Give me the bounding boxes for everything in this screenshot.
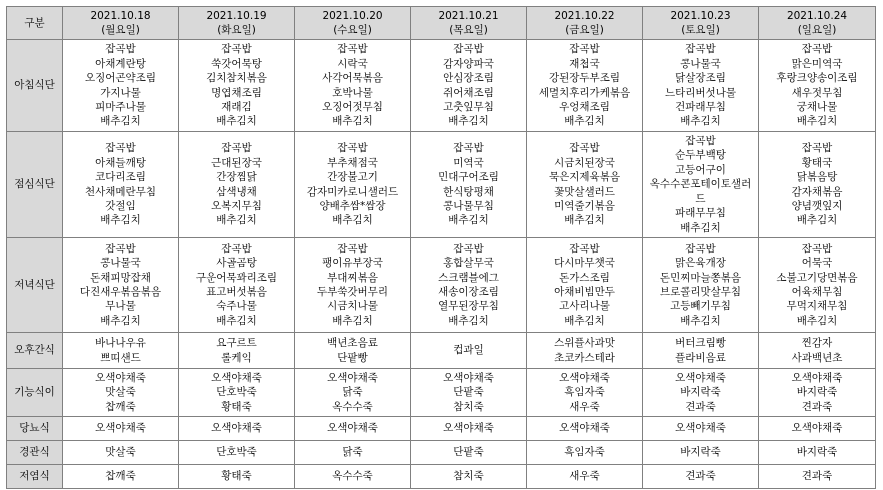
menu-item: 시락국 — [337, 57, 368, 70]
functional-diet-row — [7, 369, 876, 417]
menu-item: 고춧잎무침 — [443, 100, 494, 113]
menu-item: 배추김치 — [100, 115, 141, 128]
menu-item: 단팥죽 — [453, 446, 484, 459]
menu-item: 단팥빵 — [337, 351, 368, 364]
menu-item: 명엽채조림 — [211, 86, 262, 99]
menu-item: 참치죽 — [453, 400, 484, 413]
menu-item: 새우죽 — [569, 400, 600, 413]
menu-item: 배추김치 — [680, 221, 721, 234]
day-header-sun: 2021.10.24 (일요일) — [759, 7, 876, 40]
menu-item: 두부쑥갓버무리 — [316, 286, 388, 298]
menu-item: 버터크림빵 — [675, 337, 726, 350]
menu-item: 콩나물국 — [680, 57, 721, 70]
menu-cell-fri — [527, 369, 643, 417]
menu-item: 잡곡밥 — [105, 142, 136, 155]
diabetic-diet-row — [7, 417, 876, 441]
menu-item: 재첩국 — [569, 57, 600, 70]
menu-cell-tue — [179, 465, 295, 489]
menu-item: 잡곡밥 — [337, 142, 368, 155]
menu-item: 배추김치 — [216, 314, 257, 327]
menu-item: 김치참치볶음 — [206, 72, 267, 85]
menu-cell-thu — [411, 238, 527, 333]
menu-item: 황태국 — [801, 156, 833, 169]
menu-item: 숙주나물 — [216, 300, 257, 313]
menu-item: 강된장두부조림 — [548, 72, 620, 85]
menu-item: 옥수수죽 — [332, 470, 373, 483]
menu-item: 미역국 — [453, 156, 484, 169]
menu-item: 우엉채조림 — [559, 100, 610, 113]
menu-item: 플라비음료 — [675, 351, 726, 364]
menu-cell-wed — [295, 238, 411, 333]
menu-item: 찹깨죽 — [105, 470, 136, 483]
menu-item: 아채들깨탕 — [95, 156, 146, 169]
menu-item: 배추김치 — [564, 115, 605, 128]
menu-item: 부대찌볶음 — [327, 271, 378, 284]
menu-item: 호박나물 — [332, 86, 373, 99]
menu-cell-sat — [643, 441, 759, 465]
menu-cell-thu — [411, 441, 527, 465]
menu-item: 시금치된장국 — [554, 156, 615, 169]
menu-item: 새우죽 — [569, 470, 600, 483]
menu-item: 맛살죽 — [105, 446, 136, 459]
menu-item: 잡곡밥 — [569, 142, 600, 155]
menu-cell-mon — [63, 417, 179, 441]
row-label: 오후간식 — [7, 333, 63, 369]
menu-item: 돈채피망잡채 — [90, 271, 151, 284]
menu-item: 오색야채죽 — [211, 371, 262, 384]
menu-item: 감자양파국 — [443, 57, 494, 70]
corner-header: 구분 — [7, 7, 63, 40]
menu-item: 콩나물국 — [100, 257, 141, 270]
menu-item: 닭살장조림 — [675, 72, 726, 85]
menu-item: 구운어묵꽈리조림 — [195, 271, 278, 284]
menu-item: 배추김치 — [216, 214, 257, 227]
menu-cell-sun — [759, 441, 876, 465]
menu-item: 사과백년초 — [791, 351, 843, 364]
menu-item: 갓절임 — [105, 199, 136, 212]
row-label: 아침식단 — [7, 40, 63, 132]
menu-cell-fri — [527, 417, 643, 441]
menu-cell-wed — [295, 132, 411, 238]
menu-item: 근대된장국 — [211, 156, 262, 169]
menu-cell-fri — [527, 465, 643, 489]
row-label: 저염식 — [7, 465, 63, 489]
menu-item: 바지락죽 — [680, 446, 721, 459]
menu-item: 오색야채죽 — [559, 371, 610, 384]
menu-cell-thu — [411, 465, 527, 489]
menu-cell-sat — [643, 238, 759, 333]
menu-item: 잡곡밥 — [685, 43, 716, 56]
menu-item: 세멸치후리가케볶음 — [538, 86, 631, 99]
menu-item: 묵은지제육볶음 — [548, 171, 620, 184]
menu-item: 돈민찌마늘쫑볶음 — [659, 271, 742, 284]
menu-item: 민대구어조림 — [438, 171, 499, 184]
breakfast-row — [7, 40, 876, 132]
menu-item: 맑은미역국 — [791, 57, 843, 70]
menu-item: 안심장조림 — [443, 72, 494, 85]
menu-item: 배추김치 — [796, 115, 838, 128]
menu-item: 닭죽 — [342, 386, 363, 399]
row-label: 저녁식단 — [7, 238, 63, 333]
menu-item: 미역줄기볶음 — [554, 199, 615, 212]
menu-item: 재래김 — [221, 100, 252, 113]
row-label: 당뇨식 — [7, 417, 63, 441]
menu-item: 오색야채죽 — [559, 422, 610, 435]
menu-item: 오복지무침 — [211, 199, 262, 212]
menu-item: 가지나물 — [100, 86, 141, 99]
menu-item: 잡곡밥 — [685, 242, 716, 255]
day-header-sat: 2021.10.23 (토요일) — [643, 7, 759, 40]
menu-cell-sun — [759, 369, 876, 417]
menu-item: 오징어곤약조림 — [84, 72, 156, 85]
menu-cell-tue — [179, 417, 295, 441]
menu-item: 단팥죽 — [453, 386, 484, 399]
menu-item: 어묵국 — [801, 257, 833, 270]
menu-item: 잡곡밥 — [569, 242, 600, 255]
menu-item: 소불고기당면볶음 — [776, 271, 858, 284]
menu-item: 찐감자 — [801, 337, 833, 350]
menu-item: 오색야채죽 — [95, 371, 146, 384]
menu-item: 맛살죽 — [105, 386, 136, 399]
menu-item: 바지락죽 — [680, 386, 721, 399]
menu-item: 견과죽 — [801, 470, 833, 483]
menu-item: 고사리나물 — [559, 300, 610, 313]
menu-cell-sat — [643, 40, 759, 132]
menu-item: 고등어구이 — [675, 163, 726, 176]
menu-item: 참치죽 — [453, 470, 484, 483]
day-header-fri: 2021.10.22 (금요일) — [527, 7, 643, 40]
menu-item: 스위플사과맛 — [554, 337, 615, 350]
menu-cell-thu — [411, 417, 527, 441]
menu-cell-mon — [63, 465, 179, 489]
menu-item: 닭죽 — [342, 446, 363, 459]
menu-cell-mon — [63, 238, 179, 333]
menu-item: 오색야채죽 — [675, 371, 726, 384]
menu-cell-sat — [643, 132, 759, 238]
menu-item: 오색야채죽 — [791, 371, 843, 384]
menu-item: 잡곡밥 — [221, 43, 252, 56]
menu-item: 어육채무침 — [791, 286, 843, 298]
menu-item: 배추김치 — [680, 314, 721, 327]
menu-item: 양배추쌈*쌈장 — [319, 199, 386, 212]
menu-item: 무먹지채무침 — [786, 300, 848, 313]
menu-item: 무나물 — [105, 300, 136, 313]
menu-item: 잡곡밥 — [685, 135, 716, 148]
menu-item: 스크램블에그 — [438, 271, 499, 284]
menu-item: 배추김치 — [448, 115, 489, 128]
menu-cell-tue — [179, 132, 295, 238]
row-label: 점심식단 — [7, 132, 63, 238]
menu-item: 단호박죽 — [216, 446, 257, 459]
menu-item: 돈가스조림 — [559, 271, 610, 284]
menu-item: 잡곡밥 — [105, 242, 136, 255]
menu-item: 닭볶음탕 — [796, 171, 838, 184]
menu-item: 잡곡밥 — [337, 242, 368, 255]
menu-item: 배추김치 — [100, 214, 141, 227]
menu-cell-tue — [179, 369, 295, 417]
menu-item: 요구르트 — [216, 337, 257, 350]
menu-item: 배추김치 — [332, 115, 373, 128]
meal-menu-table — [6, 6, 876, 489]
menu-item: 코다리조림 — [95, 171, 146, 184]
menu-cell-fri — [527, 40, 643, 132]
menu-item: 다진새우볶음볶음 — [79, 286, 162, 298]
row-label: 경관식 — [7, 441, 63, 465]
day-header-mon: 2021.10.18 (월요일) — [63, 7, 179, 40]
menu-item: 피마주나물 — [95, 100, 146, 113]
menu-item: 오색야채죽 — [443, 422, 494, 435]
menu-item: 한식탕평채 — [443, 185, 494, 198]
menu-item: 브로콜리맛살무침 — [659, 286, 742, 298]
menu-item: 초코카스테라 — [554, 351, 615, 364]
menu-cell-wed — [295, 441, 411, 465]
menu-item: 옥수수죽 — [332, 400, 373, 413]
menu-cell-sun — [759, 132, 876, 238]
menu-item: 오색야채죽 — [675, 422, 726, 435]
menu-item: 배추김치 — [796, 214, 838, 227]
menu-item: 콩나물무침 — [443, 199, 494, 212]
menu-cell-sun — [759, 333, 876, 369]
menu-item: 아채계란탕 — [95, 57, 146, 70]
menu-item: 꽃맛살샐러드 — [554, 185, 615, 198]
menu-item: 새송이장조림 — [438, 286, 499, 298]
menu-item: 쁘띠샌드 — [100, 351, 141, 364]
menu-item: 오색야채죽 — [443, 371, 494, 384]
snack-row — [7, 333, 876, 369]
menu-cell-mon — [63, 441, 179, 465]
menu-item: 잡곡밥 — [801, 242, 833, 255]
menu-item: 양념깻잎지 — [791, 199, 843, 212]
menu-item: 잡곡밥 — [801, 142, 833, 155]
menu-cell-sun — [759, 417, 876, 441]
menu-item: 잡곡밥 — [453, 142, 484, 155]
menu-item: 황태죽 — [221, 470, 252, 483]
dinner-row — [7, 238, 876, 333]
menu-item: 오색야채죽 — [327, 422, 378, 435]
menu-cell-sun — [759, 465, 876, 489]
menu-cell-mon — [63, 369, 179, 417]
menu-item: 후랑크양송이조림 — [776, 72, 858, 85]
menu-item: 맑은육개장 — [675, 257, 726, 270]
menu-cell-sat — [643, 333, 759, 369]
menu-item: 잡곡밥 — [569, 43, 600, 56]
menu-item: 잡곡밥 — [221, 242, 252, 255]
menu-item: 잡곡밥 — [337, 43, 368, 56]
menu-item: 열무된장무침 — [438, 300, 499, 313]
row-label: 기능식이 — [7, 369, 63, 417]
menu-cell-fri — [527, 441, 643, 465]
menu-item: 바지락죽 — [796, 446, 838, 459]
menu-cell-mon — [63, 40, 179, 132]
menu-item: 롤케익 — [221, 351, 252, 364]
menu-cell-fri — [527, 132, 643, 238]
menu-cell-fri — [527, 333, 643, 369]
menu-item: 견과죽 — [685, 470, 716, 483]
menu-item: 컵과일 — [453, 344, 484, 357]
menu-item: 아채비빔만두 — [554, 286, 615, 298]
menu-item: 감자미카로니샐러드 — [306, 185, 399, 198]
menu-cell-sat — [643, 369, 759, 417]
day-header-thu: 2021.10.21 (목요일) — [411, 7, 527, 40]
menu-item: 순두부백탕 — [675, 149, 726, 162]
menu-item: 표고버섯볶음 — [206, 286, 267, 298]
menu-cell-wed — [295, 465, 411, 489]
menu-item: 천사채메란무침 — [84, 185, 156, 198]
menu-item: 백년초음료 — [327, 337, 378, 350]
menu-item: 배추김치 — [564, 214, 605, 227]
menu-item: 배추김치 — [216, 115, 257, 128]
menu-cell-tue — [179, 40, 295, 132]
menu-item: 고등빼기무침 — [670, 300, 731, 313]
menu-cell-sat — [643, 417, 759, 441]
menu-item: 드 — [695, 192, 706, 205]
menu-item: 간장불고기 — [327, 171, 378, 184]
menu-cell-thu — [411, 333, 527, 369]
menu-item: 배추김치 — [564, 314, 605, 327]
menu-item: 느타리버섯나물 — [664, 86, 736, 99]
menu-item: 배추김치 — [796, 314, 838, 327]
menu-item: 오색야채죽 — [95, 422, 146, 435]
menu-item: 오색야채죽 — [211, 422, 262, 435]
header-row — [7, 7, 876, 40]
menu-item: 부추채점국 — [327, 156, 378, 169]
menu-cell-wed — [295, 40, 411, 132]
menu-cell-wed — [295, 333, 411, 369]
menu-item: 쥐어채조림 — [443, 86, 494, 99]
menu-item: 배추김치 — [448, 314, 489, 327]
menu-item: 바지락죽 — [796, 386, 838, 399]
menu-cell-sat — [643, 465, 759, 489]
menu-item: 바나나우유 — [95, 337, 146, 350]
menu-item: 쑥갓어묵탕 — [211, 57, 262, 70]
menu-item: 사골곰탕 — [216, 257, 257, 270]
menu-item: 찹깨죽 — [105, 400, 136, 413]
menu-item: 새우젓무침 — [791, 86, 843, 99]
menu-item: 잡곡밥 — [801, 43, 833, 56]
menu-item: 파래무무침 — [675, 207, 726, 220]
menu-item: 건파래무침 — [675, 100, 726, 113]
menu-item: 오색야채죽 — [791, 422, 843, 435]
menu-item: 배추김치 — [680, 115, 721, 128]
menu-item: 배추김치 — [100, 314, 141, 327]
menu-item: 배추김치 — [332, 214, 373, 227]
menu-cell-sun — [759, 40, 876, 132]
menu-cell-mon — [63, 333, 179, 369]
menu-item: 잡곡밥 — [221, 142, 252, 155]
menu-cell-mon — [63, 132, 179, 238]
menu-item: 간장찜닭 — [216, 171, 257, 184]
menu-cell-wed — [295, 369, 411, 417]
menu-cell-thu — [411, 132, 527, 238]
menu-item: 다시마무챗국 — [554, 257, 615, 270]
menu-item: 배추김치 — [448, 214, 489, 227]
menu-item: 시금치나물 — [327, 300, 378, 313]
tube-feeding-row — [7, 441, 876, 465]
menu-cell-tue — [179, 441, 295, 465]
menu-cell-sun — [759, 238, 876, 333]
menu-item: 삼색냉채 — [216, 185, 257, 198]
menu-item: 배추김치 — [332, 314, 373, 327]
menu-item: 오징어젓무침 — [322, 100, 383, 113]
low-salt-row — [7, 465, 876, 489]
menu-item: 견과죽 — [801, 400, 833, 413]
menu-item: 잡곡밥 — [453, 43, 484, 56]
lunch-row — [7, 132, 876, 238]
menu-item: 감자채볶음 — [791, 185, 843, 198]
menu-item: 단호박죽 — [216, 386, 257, 399]
day-header-tue: 2021.10.19 (화요일) — [179, 7, 295, 40]
menu-cell-thu — [411, 40, 527, 132]
menu-item: 잡곡밥 — [453, 242, 484, 255]
day-header-wed: 2021.10.20 (수요일) — [295, 7, 411, 40]
menu-item: 사각어묵볶음 — [322, 72, 383, 85]
menu-item: 잡곡밥 — [105, 43, 136, 56]
menu-cell-tue — [179, 333, 295, 369]
menu-item: 옥수수콘포테이토샐러 — [649, 178, 752, 191]
menu-cell-tue — [179, 238, 295, 333]
menu-cell-thu — [411, 369, 527, 417]
menu-item: 궁채나물 — [796, 100, 838, 113]
menu-item: 홍합살무국 — [443, 257, 494, 270]
menu-cell-wed — [295, 417, 411, 441]
menu-item: 견과죽 — [685, 400, 716, 413]
menu-item: 흑임자죽 — [564, 386, 605, 399]
menu-item: 흑임자죽 — [564, 446, 605, 459]
menu-cell-fri — [527, 238, 643, 333]
menu-item: 황태죽 — [221, 400, 252, 413]
menu-item: 오색야채죽 — [327, 371, 378, 384]
menu-item: 팽이유부장국 — [322, 257, 383, 270]
